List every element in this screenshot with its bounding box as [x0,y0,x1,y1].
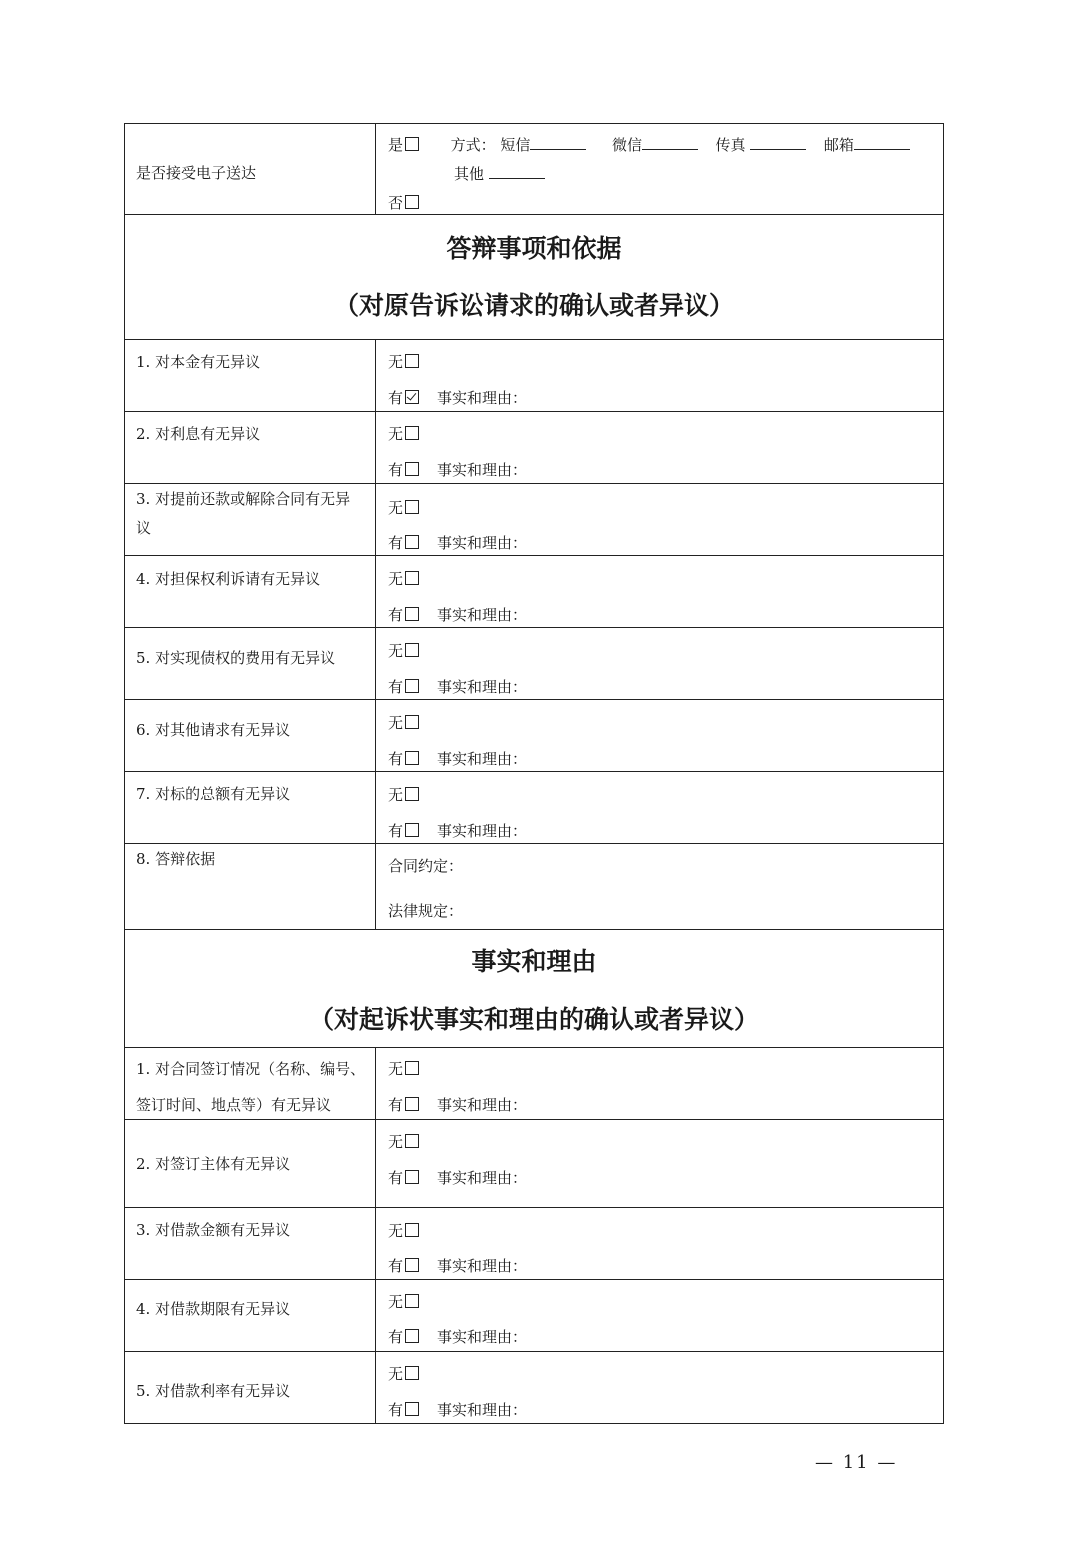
no-checkbox[interactable] [405,1061,419,1075]
delivery-no-line [388,192,419,213]
question-label: 5. 对实现债权的费用有无异议 [136,649,336,667]
facts-reasons-field[interactable]: 事实和理由： [437,606,528,624]
no-objection-option [388,1220,419,1241]
no-checkbox[interactable] [405,195,419,209]
row-value-cell [376,1208,943,1279]
no-objection-option [388,640,419,661]
delivery-options-line [388,134,910,155]
no-objection-option [388,784,419,805]
no-label: 无 [388,1222,404,1240]
question-row [125,771,943,843]
section-header-defense [125,214,943,339]
objection-option [388,1167,527,1188]
no-objection-option [388,1131,419,1152]
objection-option [388,820,527,841]
section-subtitle: （对原告诉讼请求的确认或者异议） [333,291,734,320]
row-label-cell [125,628,376,699]
facts-reasons-field[interactable]: 事实和理由： [437,678,528,696]
question-label: 7. 对标的总额有无异议 [136,785,291,803]
section-title: 事实和理由 [471,947,597,976]
question-label: 1. 对合同签订情况（名称、编号、 [136,1060,366,1078]
no-checkbox[interactable] [405,715,419,729]
question-row [125,1279,943,1351]
objection-option [388,1255,527,1276]
email-label: 邮箱 [823,136,854,154]
no-label: 无 [388,1133,404,1151]
wechat-label: 微信 [611,136,642,154]
section-subtitle: （对起诉状事实和理由的确认或者异议） [308,1005,759,1034]
row-label-cell [125,1208,376,1279]
yes-checkbox[interactable] [405,137,419,151]
yes-checkbox[interactable] [405,1329,419,1343]
no-checkbox[interactable] [405,1134,419,1148]
yes-label: 有 [388,534,404,552]
row-value-cell [376,772,943,843]
row-value-cell [376,124,943,214]
yes-label: 有 [388,606,404,624]
yes-checkbox[interactable] [405,1097,419,1111]
row-label-cell [125,340,376,411]
email-blank[interactable] [854,136,910,150]
row-value-cell [376,1048,943,1119]
row-label-cell [125,1048,376,1119]
row-value-cell [376,556,943,627]
yes-checkbox[interactable] [405,823,419,837]
no-checkbox[interactable] [405,643,419,657]
no-objection-option [388,568,419,589]
facts-reasons-field[interactable]: 事实和理由： [437,822,528,840]
row-value-cell [376,700,943,771]
no-objection-option [388,1363,419,1384]
legal-provisions-field[interactable]: 法律规定： [388,902,464,920]
sms-label: 短信 [500,136,531,154]
facts-reasons-field[interactable]: 事实和理由： [437,1169,528,1187]
yes-label: 有 [388,461,404,479]
yes-checkbox[interactable] [405,751,419,765]
row-value-cell [376,628,943,699]
row-value-cell [376,484,943,555]
question-row [125,1207,943,1279]
fax-label: 传真 [715,136,746,154]
question-label: 1. 对本金有无异议 [136,353,261,371]
electronic-delivery-row [125,124,943,214]
fax-blank[interactable] [750,136,806,150]
facts-reasons-field[interactable]: 事实和理由： [437,1328,528,1346]
other-blank[interactable] [489,165,545,179]
question-row [125,339,943,411]
objection-option [388,676,527,697]
facts-reasons-field[interactable]: 事实和理由： [437,1096,528,1114]
no-checkbox[interactable] [405,354,419,368]
no-label: 无 [388,1293,404,1311]
yes-checkbox[interactable] [405,1402,419,1416]
no-label: 无 [388,642,404,660]
question-row [125,1119,943,1207]
row-label-cell [125,556,376,627]
section-header-facts [125,929,943,1047]
page-number: — 11 — [815,1452,898,1473]
row-label-cell [125,700,376,771]
objection-option [388,1326,527,1347]
objection-option [388,387,527,408]
no-objection-option [388,1058,419,1079]
question-label: 4. 对担保权利诉请有无异议 [136,570,321,588]
row-label-cell [125,772,376,843]
no-label: 无 [388,353,404,371]
electronic-delivery-label: 是否接受电子送达 [136,164,257,182]
wechat-blank[interactable] [642,136,698,150]
no-checkbox[interactable] [405,571,419,585]
yes-label: 有 [388,389,404,407]
facts-reasons-field[interactable]: 事实和理由： [437,1257,528,1275]
yes-checkbox[interactable] [405,679,419,693]
row-value-cell [376,340,943,411]
question-label: 签订时间、地点等）有无异议 [136,1096,332,1114]
no-objection-option [388,351,419,372]
question-label: 3. 对提前还款或解除合同有无异 [136,490,351,508]
yes-label: 有 [388,1096,404,1114]
no-objection-option [388,712,419,733]
no-checkbox[interactable] [405,1294,419,1308]
yes-checkbox[interactable] [405,462,419,476]
objection-option [388,604,527,625]
row-label-cell [125,124,376,214]
row-label-cell [125,1280,376,1351]
objection-option [388,1399,527,1420]
facts-reasons-field[interactable]: 事实和理由： [437,389,528,407]
yes-label: 是 [388,136,404,154]
question-label: 2. 对签订主体有无异议 [136,1155,291,1173]
contract-terms-field[interactable]: 合同约定： [388,857,464,875]
question-row [125,483,943,555]
row-label-cell [125,1352,376,1423]
question-label: 3. 对借款金额有无异议 [136,1221,291,1239]
row-value-cell [376,412,943,483]
method-label: 方式： [450,136,496,154]
delivery-other-line [454,163,545,184]
question-label: 5. 对借款利率有无异议 [136,1382,291,1400]
no-checkbox[interactable] [405,500,419,514]
sms-blank[interactable] [530,136,586,150]
section-title: 答辩事项和依据 [446,234,622,263]
yes-label: 有 [388,678,404,696]
question-label: 2. 对利息有无异议 [136,425,261,443]
yes-label: 有 [388,1328,404,1346]
row-label-cell [125,844,376,929]
row-value-cell [376,1352,943,1423]
no-objection-option [388,497,419,518]
row-value-cell [376,1280,943,1351]
no-label: 无 [388,1060,404,1078]
yes-label: 有 [388,1401,404,1419]
question-label: 议 [136,519,152,537]
row-value-cell [376,1120,943,1207]
no-label: 无 [388,786,404,804]
facts-reasons-field[interactable]: 事实和理由： [437,1401,528,1419]
objection-option [388,532,527,553]
row-value-cell [376,844,943,929]
yes-label: 有 [388,1257,404,1275]
row-label-cell [125,1120,376,1207]
row-label-cell [125,484,376,555]
defense-basis-label: 8. 答辩依据 [136,850,216,868]
objection-option [388,748,527,769]
question-row [125,555,943,627]
no-objection-option [388,423,419,444]
no-checkbox[interactable] [405,426,419,440]
no-label: 无 [388,425,404,443]
yes-label: 有 [388,1169,404,1187]
yes-checkbox[interactable] [405,607,419,621]
yes-label: 有 [388,822,404,840]
question-label: 6. 对其他请求有无异议 [136,721,291,739]
no-objection-option [388,1291,419,1312]
facts-reasons-field[interactable]: 事实和理由： [437,534,528,552]
no-label: 无 [388,1365,404,1383]
question-row [125,1047,943,1119]
question-row [125,627,943,699]
yes-label: 有 [388,750,404,768]
no-label: 无 [388,499,404,517]
question-row [125,699,943,771]
defense-basis-row [125,843,943,929]
row-label-cell [125,412,376,483]
yes-checkbox[interactable] [405,390,419,404]
no-label: 否 [388,194,404,212]
other-label: 其他 [454,165,485,183]
question-row [125,1351,943,1423]
response-form-table [124,123,944,1424]
no-checkbox[interactable] [405,1223,419,1237]
objection-option [388,1094,527,1115]
facts-reasons-field[interactable]: 事实和理由： [437,461,528,479]
question-label: 4. 对借款期限有无异议 [136,1300,291,1318]
objection-option [388,459,527,480]
yes-checkbox[interactable] [405,1170,419,1184]
no-label: 无 [388,714,404,732]
no-checkbox[interactable] [405,787,419,801]
question-row [125,411,943,483]
yes-checkbox[interactable] [405,535,419,549]
yes-checkbox[interactable] [405,1258,419,1272]
no-label: 无 [388,570,404,588]
no-checkbox[interactable] [405,1366,419,1380]
facts-reasons-field[interactable]: 事实和理由： [437,750,528,768]
